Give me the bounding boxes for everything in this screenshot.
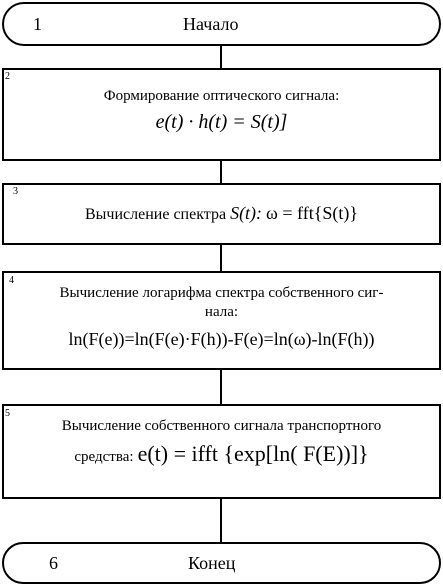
start-number: 1 (33, 14, 42, 34)
block-2-number: 2 (5, 71, 10, 82)
block-5-title-prefix: средства: (74, 449, 134, 465)
block-5-line-2 (3, 440, 440, 468)
end-label: Конец (188, 553, 236, 573)
end-number: 6 (49, 553, 58, 573)
block-3-text (3, 202, 440, 225)
block-5-title-line-1: Вычисление собственного сигнала транспортного (61, 418, 382, 434)
block-2-title: Формирование оптического сигнала: (103, 88, 340, 104)
block-5-number: 5 (5, 408, 10, 419)
block-3-number: 3 (13, 186, 18, 197)
block-4-number: 4 (9, 275, 14, 286)
block-3-formula: ω = fft{S(t)} (266, 203, 358, 223)
block-3-symbol: S(t): (230, 203, 263, 223)
block-2-formula: e(t) · h(t) = S(t)] (155, 111, 288, 133)
block-5-formula: e(t) = ifft {exp[ln( F(E))]} (137, 441, 369, 466)
start-label: Начало (183, 14, 239, 34)
block-3-prefix: Вычисление спектра (85, 206, 227, 223)
block-4-formula: ln(F(e))=ln(F(e)·F(h))-F(e)=ln(ω)-ln(F(h)) (68, 329, 375, 349)
block-4-title-line-1: Вычисление логарифма спектра собственного сиг- (59, 285, 384, 301)
block-4-title-line-2: нала: (204, 304, 239, 320)
